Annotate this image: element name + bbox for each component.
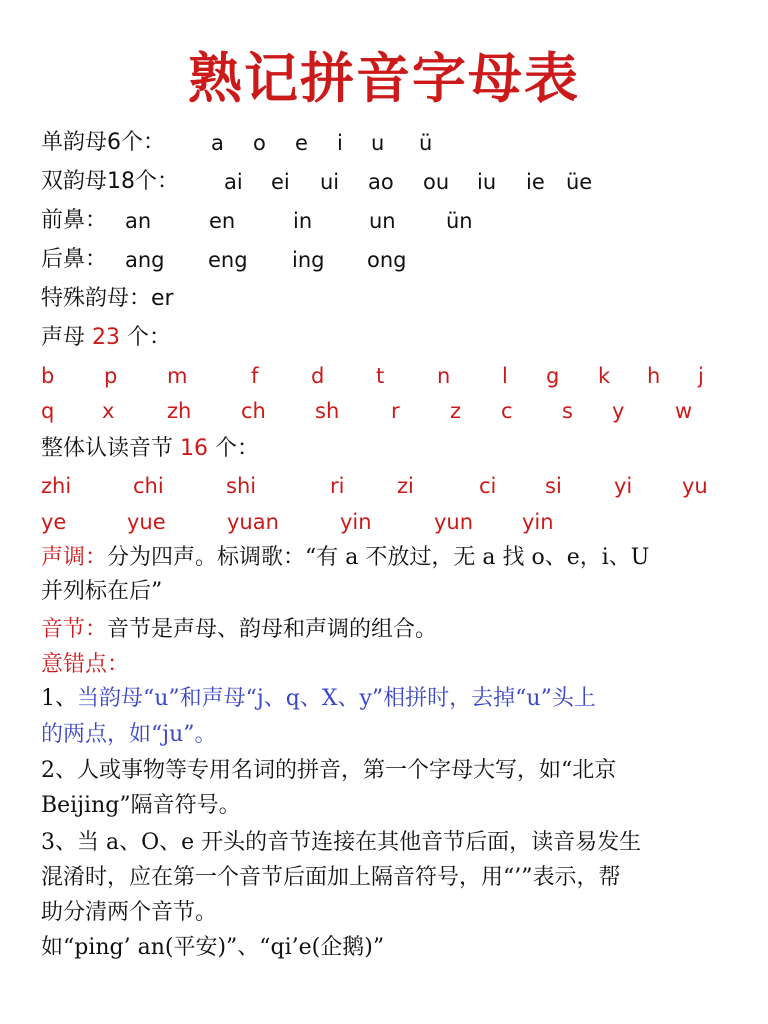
double-finals-label: 双韵母 — [41, 169, 108, 194]
initials-count: 23 — [92, 325, 121, 350]
syllable-item: zi — [397, 474, 414, 498]
initial-item: h — [647, 364, 661, 388]
syllable-item: shi — [226, 474, 257, 498]
initial-item: z — [450, 399, 462, 423]
error-item-1-line-1 — [41, 682, 744, 716]
syllable-item: ri — [330, 474, 345, 498]
initial-item: f — [251, 364, 259, 388]
final-item: ang — [125, 248, 165, 272]
single-finals-line — [41, 126, 744, 160]
syllable-item: yun — [434, 510, 474, 534]
final-item: ü — [419, 131, 433, 155]
final-item: eng — [208, 248, 248, 272]
syllable-item: yin — [522, 510, 554, 534]
tones-text: 分为四声。标调歌：“有 a 不放过，无 a 找 o、e，i、U — [107, 545, 650, 570]
syllable-item: yi — [614, 474, 633, 498]
initial-item: k — [598, 364, 611, 388]
final-item: e — [295, 131, 308, 155]
special-final-line — [41, 282, 744, 316]
front-nasal-label: 前鼻： — [41, 208, 108, 233]
syllable-item: zhi — [41, 474, 72, 498]
error-item-3-line-3: 助分清两个音节。 — [41, 900, 218, 925]
final-item: in — [293, 209, 313, 233]
error-example-line: 如“ping’ an(平安)”、“qi’e(企鹅)” — [41, 935, 385, 960]
initial-item: g — [546, 364, 560, 388]
single-finals-count: 6 — [107, 130, 122, 155]
syllable-item: yin — [340, 510, 372, 534]
initials-label: 声母 — [41, 325, 86, 350]
back-nasal-items — [41, 243, 744, 277]
error-item-3-line-1: 3、当 a、O、e 开头的音节连接在其他音节后面，读音易发生 — [41, 830, 642, 855]
error-item-2-line-1: 2、人或事物等专用名词的拼音，第一个字母大写，如“北京 — [41, 758, 617, 783]
error-item-1-line-2: 的两点，如“ju”。 — [41, 722, 217, 747]
initial-item: q — [41, 399, 55, 423]
whole-syllables-count: 16 — [180, 436, 209, 461]
final-item: üe — [566, 170, 593, 194]
tones-line-1 — [41, 541, 744, 575]
tones-line-2: 并列标在后” — [41, 579, 163, 604]
initial-item: sh — [315, 399, 340, 423]
syllable-item: yu — [682, 474, 708, 498]
single-finals-unit: 个： — [121, 130, 166, 155]
page-title: 熟记拼音字母表 — [188, 46, 580, 110]
initial-item: y — [612, 399, 625, 423]
initial-item: zh — [167, 399, 192, 423]
initial-item: m — [167, 364, 188, 388]
initials-row-1 — [41, 359, 741, 393]
final-item: u — [371, 131, 385, 155]
final-item: ong — [367, 248, 407, 272]
initial-item: s — [562, 399, 573, 423]
syllable-item: chi — [133, 474, 164, 498]
syllable-item: yuan — [227, 510, 279, 534]
syllable-item: yue — [127, 510, 166, 534]
initial-item: t — [376, 364, 385, 388]
whole-syllables-row-2 — [41, 505, 741, 539]
error-item-3-line-2: 混淆时，应在第一个音节后面加上隔音符号，用“’”表示，帮 — [41, 865, 621, 890]
initial-item: d — [311, 364, 325, 388]
final-item: i — [337, 131, 343, 155]
syllable-text: 音节是声母、韵母和声调的组合。 — [107, 617, 438, 642]
initial-item: l — [502, 364, 508, 388]
final-item: o — [253, 131, 266, 155]
initial-item: p — [104, 364, 118, 388]
initial-item: n — [437, 364, 451, 388]
double-finals-unit: 个： — [135, 169, 180, 194]
syllable-label: 音节： — [41, 617, 108, 642]
single-finals-items — [41, 126, 744, 160]
error-item-1-text: 当韵母“u”和声母“j、q、X、y”相拼时，去掉“u”头上 — [77, 686, 596, 711]
syllable-line — [41, 613, 744, 647]
final-item: ou — [423, 170, 450, 194]
initial-item: ch — [241, 399, 266, 423]
back-nasal-line — [41, 243, 744, 277]
final-item: ui — [320, 170, 340, 194]
error-item-1-number: 1、 — [41, 686, 77, 711]
initials-row-2 — [41, 394, 741, 428]
final-item: an — [125, 209, 152, 233]
syllable-item: ci — [479, 474, 497, 498]
syllable-item: si — [545, 474, 562, 498]
initials-unit: 个： — [127, 325, 172, 350]
whole-syllables-row-1 — [41, 469, 741, 503]
errors-label: 意错点： — [41, 652, 130, 677]
syllable-item: ye — [41, 510, 67, 534]
final-item: en — [209, 209, 236, 233]
final-item: a — [211, 131, 224, 155]
final-item: ei — [271, 170, 290, 194]
tones-label: 声调： — [41, 545, 108, 570]
initials-heading — [41, 321, 744, 355]
whole-syllables-label: 整体认读音节 — [41, 436, 174, 461]
final-item: er — [151, 286, 174, 311]
double-finals-items — [41, 165, 744, 199]
single-finals-label: 单韵母 — [41, 130, 108, 155]
whole-syllables-unit: 个： — [215, 436, 260, 461]
double-finals-line — [41, 165, 744, 199]
final-item: ie — [526, 170, 545, 194]
final-item: ün — [446, 209, 473, 233]
final-item: ing — [292, 248, 325, 272]
initial-item: x — [102, 399, 115, 423]
whole-syllables-heading — [41, 432, 744, 466]
initial-item: c — [501, 399, 513, 423]
final-item: ai — [224, 170, 243, 194]
initial-item: j — [698, 364, 704, 388]
double-finals-count: 18 — [107, 169, 136, 194]
back-nasal-label: 后鼻： — [41, 247, 108, 272]
front-nasal-items — [41, 204, 744, 238]
initial-item: w — [675, 399, 693, 423]
final-item: ao — [368, 170, 394, 194]
initial-item: r — [391, 399, 400, 423]
special-final-label: 特殊韵母： — [41, 286, 152, 311]
error-item-2-line-2: Beijing”隔音符号。 — [41, 793, 241, 818]
final-item: iu — [477, 170, 497, 194]
final-item: un — [369, 209, 396, 233]
initial-item: b — [41, 364, 55, 388]
front-nasal-line — [41, 204, 744, 238]
